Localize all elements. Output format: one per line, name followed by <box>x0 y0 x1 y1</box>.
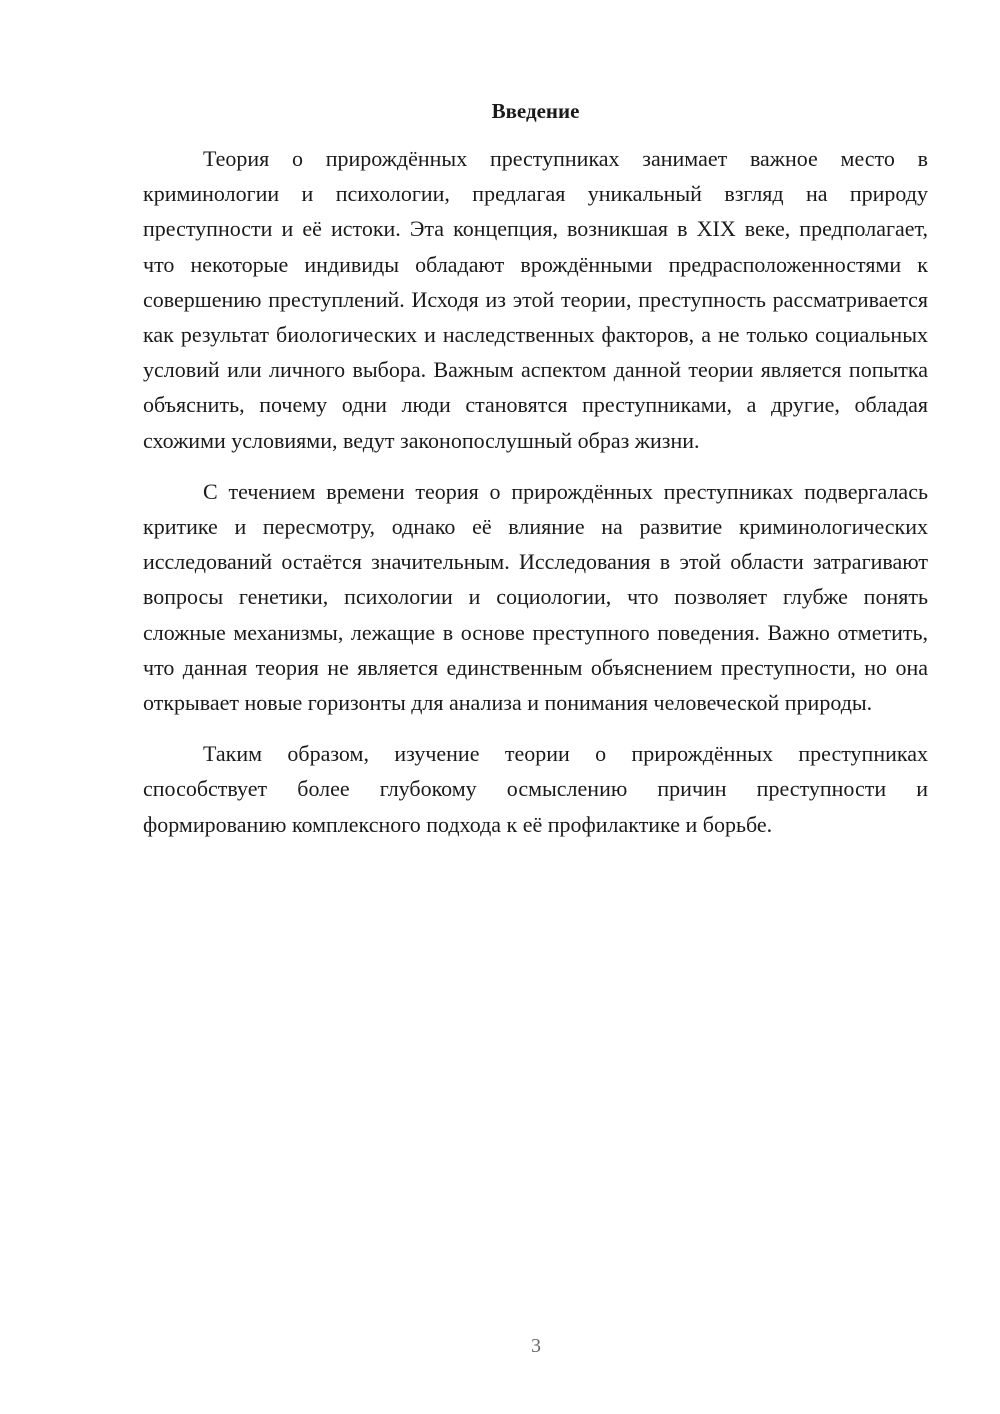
paragraph-1: Теория о прирождённых преступниках занимает важное место в криминологии и психологии, предлагая уникальный взгляд на природу преступности и её истоки. Эта концепция, возникшая в XIX веке, предполагает, что некоторые индивиды обладают врождёнными предрасположенностями к совершению преступлений. Исходя из этой теории, преступность рассматривается как результат биологических и наследственных факторов, а не только социальных условий или личного выбора. Важным аспектом данной теории является попытка объяснить, почему одни люди становятся преступниками, а другие, обладая схожими условиями, ведут законопослушный образ жизни. <box>143 146 928 453</box>
page-content <box>143 96 928 858</box>
page-number: 3 <box>531 1335 541 1357</box>
section-title: Введение <box>491 99 580 123</box>
paragraph-2: С течением времени теория о прирождённых преступниках подвергалась критике и пересмотру, однако её влияние на развитие криминологических исследований остаётся значительным. Исследования в этой области затрагивают вопросы генетики, психологии и социологии, что позволяет глубже понять сложные механизмы, лежащие в основе преступного поведения. Важно отметить, что данная теория не является единственным объяснением преступности, но она открывает новые горизонты для анализа и понимания человеческой природы. <box>143 478 928 716</box>
paragraph-3: Таким образом, изучение теории о прирождённых преступниках способствует более глубокому осмыслению причин преступности и формированию комплексного подхода к её профилактике и борьбе. <box>143 741 928 837</box>
